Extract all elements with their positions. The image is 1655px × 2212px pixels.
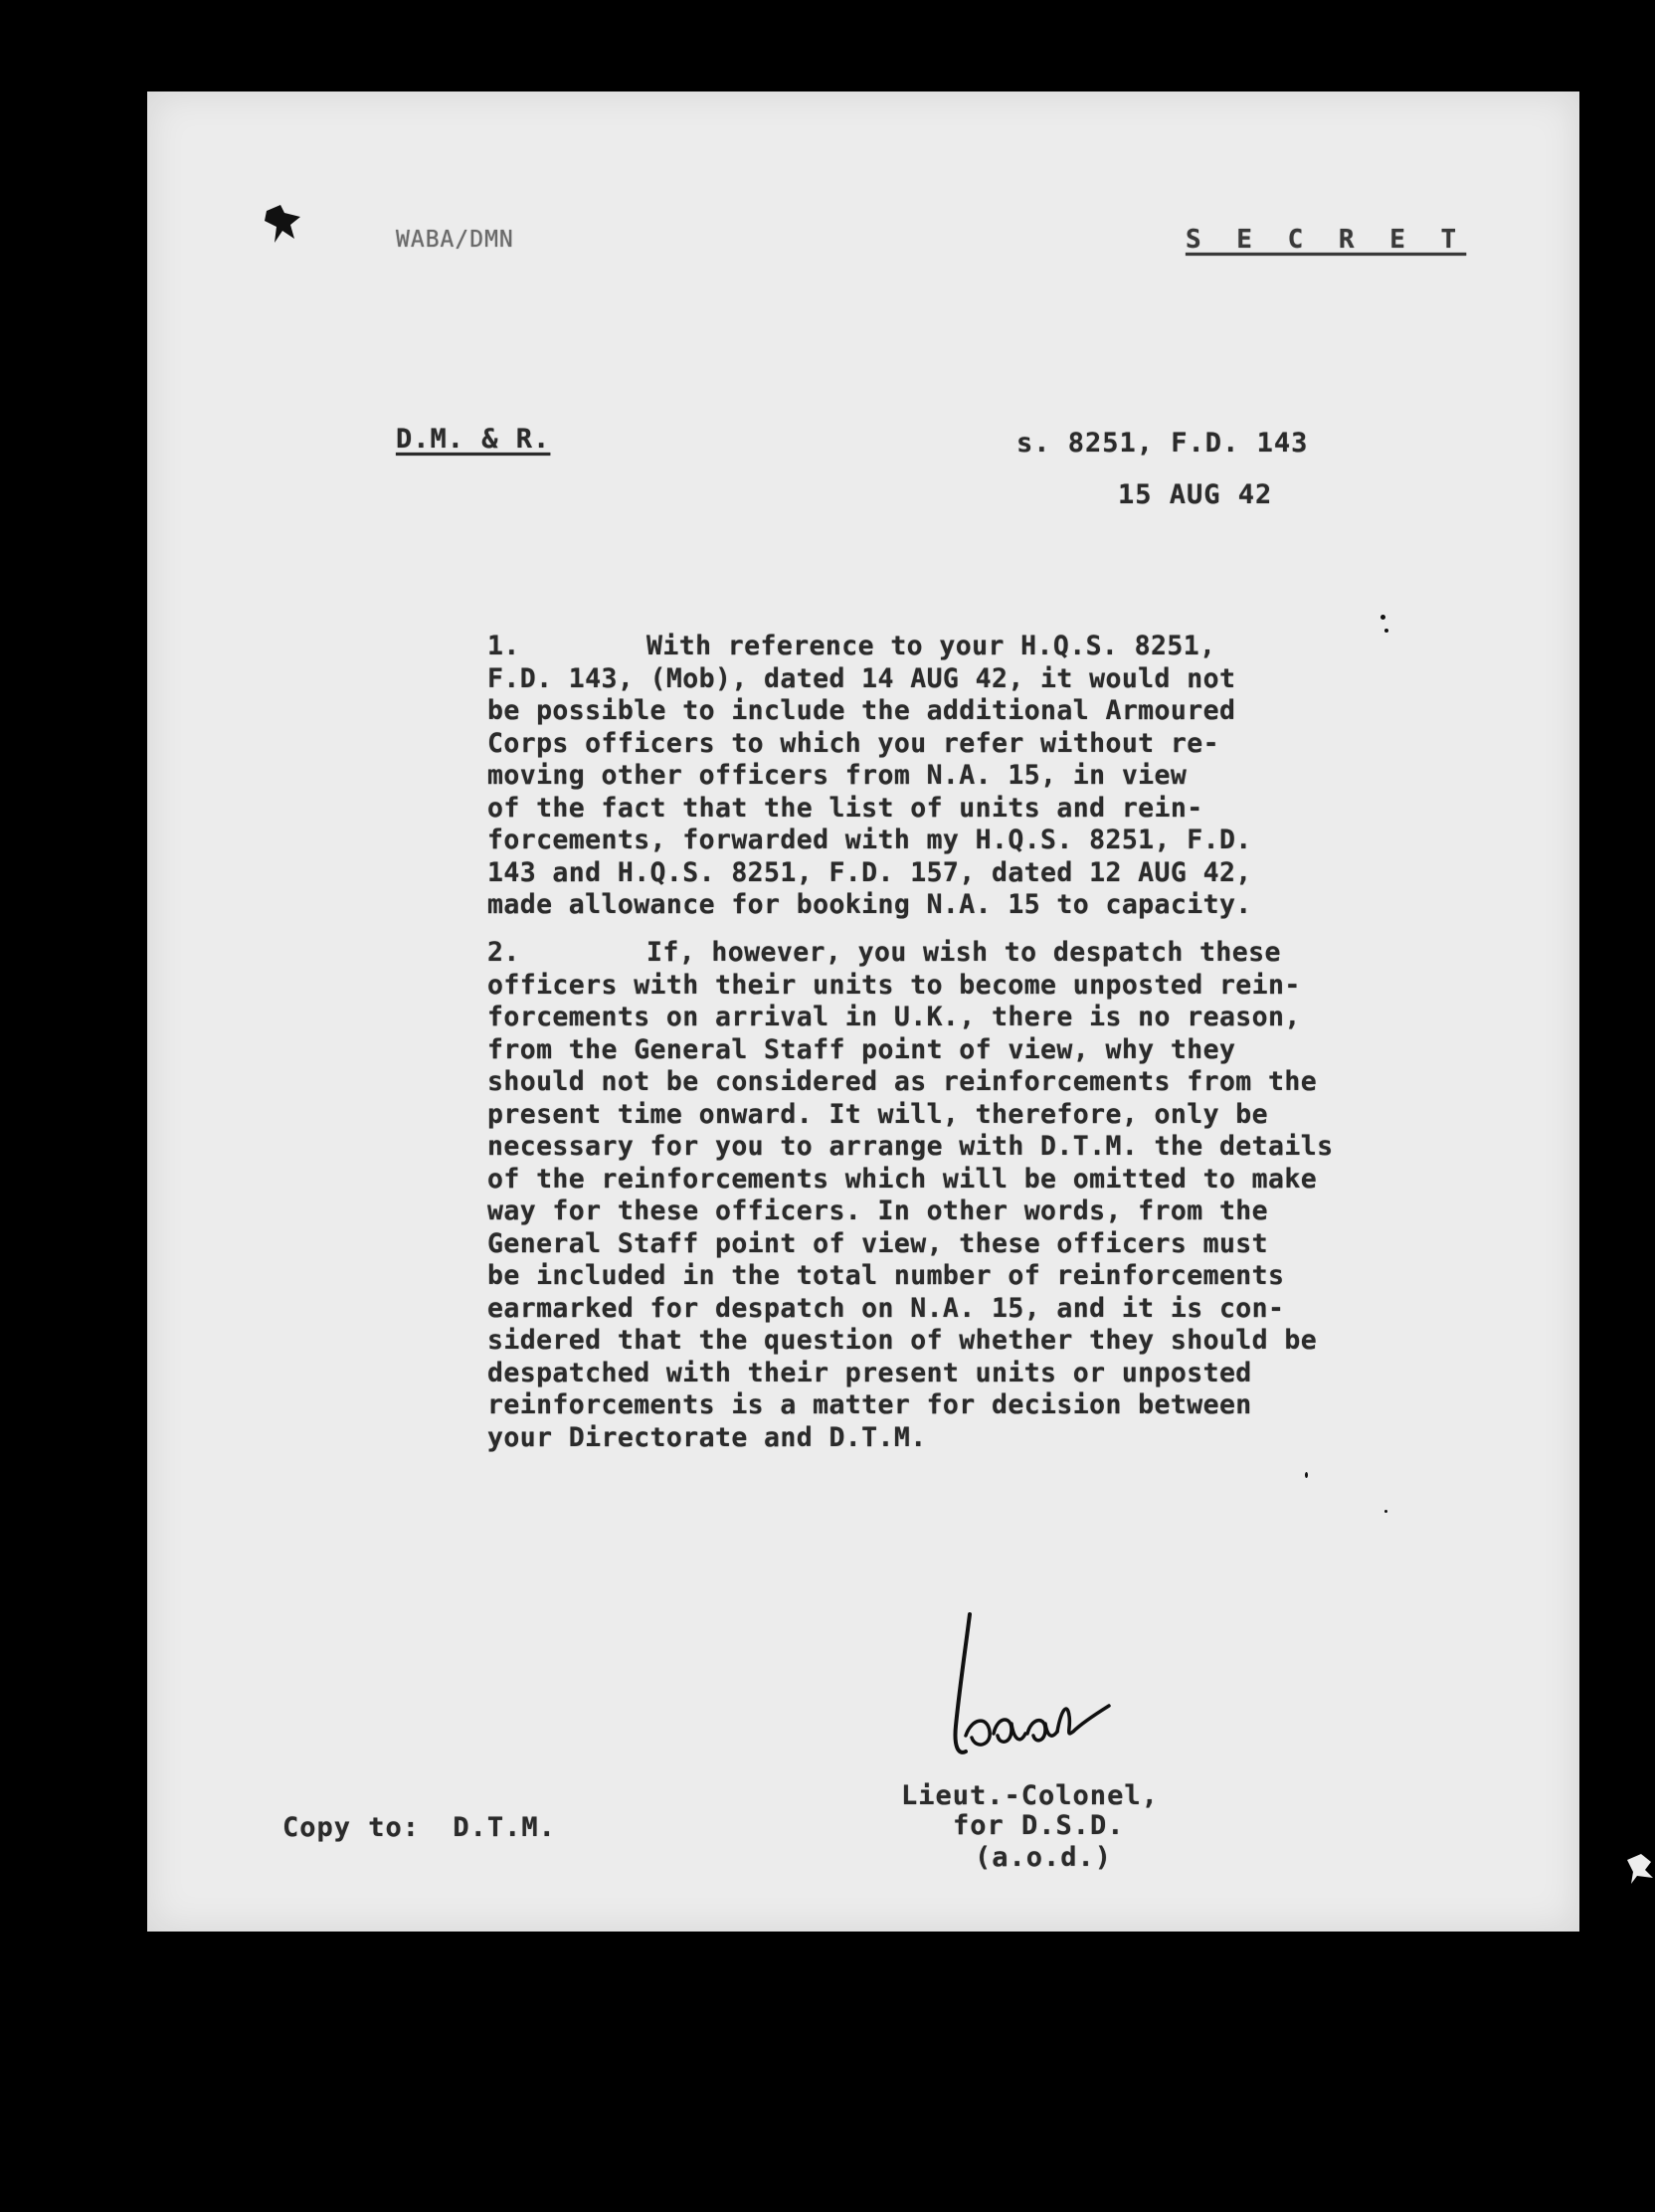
dust-speck — [1305, 1472, 1308, 1478]
addressee: D.M. & R. — [396, 424, 551, 455]
paragraph-line: way for these officers. In other words, from the — [487, 1196, 1269, 1226]
dust-speck — [1384, 1510, 1387, 1513]
paragraph-line: your Directorate and D.T.M. — [487, 1421, 927, 1453]
signatory-for-line: for D.S.D. — [953, 1810, 1125, 1841]
dust-speck — [1380, 615, 1385, 620]
paragraph-line: F.D. 143, (Mob), dated 14 AUG 42, it would not — [487, 662, 1236, 694]
paragraph-1 — [487, 631, 1402, 922]
copy-to-label: Copy to: — [282, 1812, 421, 1843]
paragraph-line: 1. With reference to your H.Q.S. 8251, — [487, 631, 1216, 661]
copy-to-recipient: D.T.M. — [453, 1812, 556, 1843]
paragraph-line: be possible to include the additional Armoured — [487, 695, 1236, 726]
handwritten-signature — [900, 1606, 1129, 1785]
paragraph-line: earmarked for despatch on N.A. 15, and it is con- — [487, 1292, 1285, 1324]
paragraph-number: 2. — [487, 937, 520, 968]
file-reference: s. 8251, F.D. 143 — [1016, 428, 1309, 459]
paragraph-line: of the reinforcements which will be omitted to make — [487, 1163, 1318, 1195]
signatory-aod: (a.o.d.) — [975, 1842, 1113, 1873]
paragraph-line: General Staff point of view, these officers must — [487, 1227, 1269, 1259]
signatory-rank: Lieut.-Colonel, — [901, 1780, 1159, 1811]
paragraph-line: forcements on arrival in U.K., there is no reason, — [487, 1002, 1301, 1032]
paragraph-line: 143 and H.Q.S. 8251, F.D. 157, dated 12 AUG 42, — [487, 856, 1252, 888]
copy-to-line — [282, 1812, 556, 1843]
classification-marking: S E C R E T — [1186, 225, 1467, 255]
paragraph-line: should not be considered as reinforcements from the — [487, 1066, 1318, 1097]
paragraph-line: forcements, forwarded with my H.Q.S. 8251, F.D. — [487, 825, 1252, 855]
paragraph-line: 2. If, however, you wish to despatch these — [487, 937, 1281, 968]
paragraph-line: made allowance for booking N.A. 15 to capacity. — [487, 889, 1252, 920]
paragraph-line: Corps officers to which you refer without re- — [487, 727, 1219, 759]
edge-scan-artifact — [1623, 1848, 1655, 1888]
paragraph-line: officers with their units to become unposted rein- — [487, 969, 1301, 1001]
paragraph-line: moving other officers from N.A. 15, in view — [487, 760, 1188, 791]
paragraph-line: necessary for you to arrange with D.T.M. the details — [487, 1131, 1334, 1162]
paragraph-line: present time onward. It will, therefore, only be — [487, 1098, 1269, 1130]
ink-blot-mark — [261, 199, 310, 249]
paragraph-line: of the fact that the list of units and rein- — [487, 792, 1203, 824]
paragraph-line: reinforcements is a matter for decision between — [487, 1389, 1252, 1420]
paragraph-line: despatched with their present units or unposted — [487, 1357, 1252, 1388]
reference-initials: WABA/DMN — [396, 227, 514, 253]
paragraph-line: sidered that the question of whether they should be — [487, 1325, 1318, 1356]
paragraph-2 — [487, 937, 1402, 1454]
paragraph-number: 1. — [487, 631, 520, 661]
paragraph-line: from the General Staff point of view, why they — [487, 1033, 1236, 1065]
paragraph-line: be included in the total number of reinforcements — [487, 1260, 1285, 1291]
letter-date: 15 AUG 42 — [1118, 479, 1273, 510]
